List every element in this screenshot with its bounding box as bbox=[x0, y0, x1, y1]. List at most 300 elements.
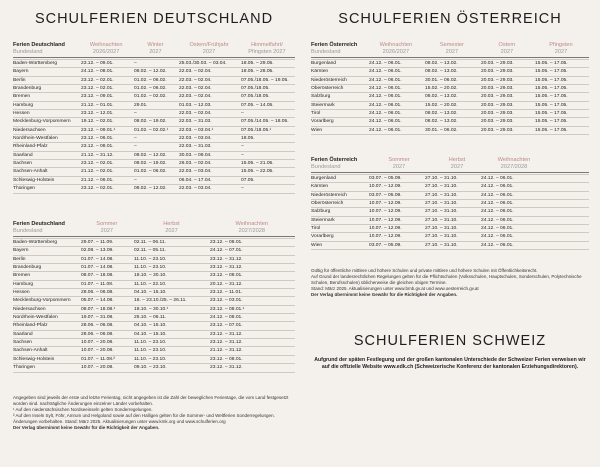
table-row bbox=[311, 216, 589, 224]
header-sub-label: 2027 bbox=[500, 48, 514, 55]
row-label: Niederösterreich bbox=[311, 77, 347, 83]
table-cell: 23.12. – 08.01. bbox=[210, 356, 243, 362]
row-label: Niedersachsen bbox=[13, 127, 46, 133]
de-t2-header-cell bbox=[210, 221, 295, 234]
header-sub-label: 2027 bbox=[450, 163, 464, 170]
note-line: Auf Grund der landesrechtlichen Regelungen gelten für die Pflichtschulen (Volksschulen, Hauptschulen, Sonderschulen, Polytechnische bbox=[311, 274, 582, 279]
table-cell: 15.05. – 17.05. bbox=[535, 69, 568, 75]
table-cell: 24.12. – 08.01. bbox=[81, 69, 114, 75]
table-cell: 04.10. – 15.10. bbox=[134, 290, 167, 296]
header-main-label: Herbst bbox=[163, 221, 180, 227]
row-label: Salzburg bbox=[311, 209, 331, 215]
table-cell: 07.05. – 14.05. bbox=[241, 102, 274, 108]
table-cell: 27.10. – 31.10. bbox=[425, 209, 458, 215]
table-row bbox=[13, 117, 295, 125]
table-cell: 24.12. – 06.01. bbox=[481, 192, 514, 198]
table-cell: – bbox=[134, 136, 137, 142]
table-row bbox=[311, 92, 589, 100]
table-cell: 15.05. – 17.05. bbox=[535, 111, 568, 117]
table-cell: 24.12. – 06.01. bbox=[481, 201, 514, 207]
table-cell: 27.10. – 31.10. bbox=[425, 226, 458, 232]
table-cell: – bbox=[134, 61, 137, 66]
row-label: Kärnten bbox=[311, 69, 329, 75]
table-cell: 01.07. – 14.08. bbox=[81, 256, 114, 262]
table-row bbox=[311, 191, 589, 199]
table-row bbox=[13, 126, 295, 134]
table-cell: 15.05. – 17.05. bbox=[535, 61, 568, 66]
header-main-label: Weihnachten bbox=[497, 157, 531, 163]
header-main-label: Ostern bbox=[498, 42, 516, 48]
table-cell: 10.07. – 12.09. bbox=[369, 217, 402, 223]
de-t2-header-cell bbox=[81, 221, 135, 234]
table-cell: 24.12. – 06.01. bbox=[369, 86, 402, 92]
row-label: Hamburg bbox=[13, 281, 34, 287]
note-line: worden sind. nachträgliche Änderungen einzelner Länder vorbehalten. bbox=[13, 401, 154, 406]
header-main-label: Weihnachten bbox=[89, 42, 123, 48]
table-cell: 08.02. – 19.02. bbox=[134, 161, 167, 167]
table-cell: 19.07. – 31.08. bbox=[81, 315, 114, 321]
table-cell: 20.03. – 29.03. bbox=[481, 86, 514, 92]
header-main-label: Semester bbox=[439, 42, 464, 48]
table-cell: 21.12. – 31.12. bbox=[210, 348, 243, 354]
row-label: Rheinland-Pfalz bbox=[13, 144, 48, 150]
table-cell: 03.07. – 05.09. bbox=[369, 192, 402, 198]
table-cell: 23.12. – 07.01. bbox=[210, 323, 243, 329]
table-row bbox=[13, 101, 295, 109]
table-row bbox=[311, 84, 589, 92]
table-cell: 22.03. – 03.04. bbox=[179, 169, 212, 175]
table-row bbox=[311, 117, 589, 125]
table-cell: 24.12. – 07.01. bbox=[210, 248, 243, 254]
table-cell: 15.05. – 17.05. bbox=[535, 77, 568, 83]
table-row bbox=[311, 101, 589, 109]
at-t1-body bbox=[311, 59, 589, 135]
table-row bbox=[13, 151, 295, 159]
table-cell: 24.12. – 08.01. bbox=[210, 315, 243, 321]
table-cell: – bbox=[134, 177, 137, 183]
table-cell: 23.12. – 08.01. bbox=[81, 144, 114, 150]
row-label: Steiermark bbox=[311, 217, 335, 223]
table-cell: 22.03. – 03.04. bbox=[179, 186, 212, 192]
germany-title: SCHULFERIEN DEUTSCHLAND bbox=[34, 11, 274, 27]
table-cell: 22.03. – 02.04. bbox=[179, 69, 212, 75]
table-cell: 24.12. – 06.01. bbox=[481, 209, 514, 215]
row-label: Brandenburg bbox=[13, 86, 42, 92]
header-sub-label: 2027 bbox=[202, 48, 216, 55]
austria-notes bbox=[311, 268, 589, 298]
header-sub-label: Bundesland bbox=[311, 48, 341, 55]
table-cell: 08.02. – 13.02. bbox=[425, 119, 458, 125]
table-row bbox=[13, 238, 295, 246]
table-row bbox=[13, 296, 295, 304]
row-label: Vorarlberg bbox=[311, 119, 334, 125]
table-cell: 29.01. bbox=[134, 102, 148, 108]
table-row bbox=[13, 330, 295, 338]
table-cell: 19.12. – 02.01. bbox=[81, 119, 114, 125]
table-row bbox=[13, 84, 295, 92]
table-cell: – bbox=[134, 144, 137, 150]
germany-table-2 bbox=[13, 221, 295, 373]
table-cell: 01.02. – 02.02. bbox=[134, 94, 167, 100]
table-cell: 15.02. – 20.02. bbox=[425, 86, 458, 92]
table-row bbox=[13, 246, 295, 254]
de-t1-header-cell bbox=[241, 42, 295, 55]
table-cell: 02.08. – 13.09. bbox=[81, 248, 114, 254]
row-label: Kärnten bbox=[311, 184, 329, 190]
table-cell: 23.12. – 08.01.¹ bbox=[210, 306, 245, 312]
row-label: Sachsen-Anhalt bbox=[13, 348, 48, 354]
table-cell: 15.05. – 22.05. bbox=[241, 169, 274, 175]
row-label: Schleswig-Holstein bbox=[13, 177, 55, 183]
header-main-label: Winter bbox=[147, 42, 164, 48]
table-cell: 25.03./30.03. – 03.04. bbox=[179, 61, 227, 66]
table-cell: 20.03. – 29.03. bbox=[481, 77, 514, 83]
table-row bbox=[311, 174, 589, 182]
table-cell: 22.03. – 03.04.¹ bbox=[179, 127, 214, 133]
table-row bbox=[13, 263, 295, 271]
header-sub-label: 2027/2028 bbox=[500, 163, 528, 170]
row-label: Saarland bbox=[13, 152, 33, 158]
header-main-label: Sommer bbox=[96, 221, 118, 227]
row-label: Burgenland bbox=[311, 61, 337, 66]
row-label: Bayern bbox=[13, 248, 29, 254]
table-cell: 01.07. – 14.08. bbox=[81, 265, 114, 271]
header-sub-label: 2027 bbox=[554, 48, 568, 55]
table-cell: 22.03. – 03.04. bbox=[179, 136, 212, 142]
table-cell: 27.10. – 31.10. bbox=[425, 201, 458, 207]
row-label: Berlin bbox=[13, 77, 26, 83]
at-t1-header-cell bbox=[481, 42, 535, 55]
row-label: Sachsen bbox=[13, 161, 33, 167]
table-cell: 01.02. – 06.02. bbox=[134, 86, 167, 92]
table-cell: 04.10. – 15.10. bbox=[134, 331, 167, 337]
row-label: Vorarlberg bbox=[311, 234, 334, 240]
table-cell: 07.05./18.05.¹ bbox=[241, 127, 272, 133]
table-cell: 20.03. – 29.03. bbox=[481, 127, 514, 133]
header-main-label: Weihnachten bbox=[235, 221, 268, 227]
note-line: Der Verlag übernimmt keine Gewähr für die Richtigkeit der Angaben. bbox=[311, 292, 458, 297]
switzerland-text-line-1: Aufgrund der späten Festlegung und der großen kantonalen Unterschiede der Schweizer Ferien verweisen wir bbox=[314, 357, 586, 363]
switzerland-title: SCHULFERIEN SCHWEIZ bbox=[353, 333, 547, 349]
header-sub-label: 2027 bbox=[445, 48, 459, 55]
table-row bbox=[13, 255, 295, 263]
row-label: Burgenland bbox=[311, 176, 337, 181]
table-cell: 20.12. – 31.12. bbox=[210, 281, 243, 287]
table-cell: 24.12. – 06.01. bbox=[481, 184, 514, 190]
table-cell: 03.07. – 05.09. bbox=[369, 242, 402, 248]
row-label: Baden-Württemberg bbox=[13, 240, 58, 245]
table-cell: 28.06. – 06.08. bbox=[81, 331, 114, 337]
at-t2-header-cell bbox=[371, 157, 429, 170]
table-cell: 24.12. – 06.01. bbox=[481, 234, 514, 240]
table-row bbox=[13, 288, 295, 296]
table-cell: 20.03. – 29.03. bbox=[481, 94, 514, 100]
row-label: Saarland bbox=[13, 331, 33, 337]
header-main-label: Ferien Österreich bbox=[311, 42, 358, 48]
table-cell: 24.12. – 06.01. bbox=[481, 176, 514, 181]
table-cell: 11.10. – 22.10. bbox=[134, 281, 167, 287]
header-sub-label: 2026/2027 bbox=[382, 48, 410, 55]
table-cell: 23.12. – 12.01. bbox=[81, 111, 114, 117]
germany-table-1 bbox=[13, 42, 295, 194]
table-cell: 15.05. – 17.05. bbox=[535, 94, 568, 100]
table-cell: 23.12. – 11.01. bbox=[210, 290, 243, 296]
table-cell: 11.10. – 23.10. bbox=[134, 256, 167, 262]
table-row bbox=[311, 207, 589, 215]
row-label: Baden-Württemberg bbox=[13, 61, 58, 66]
row-label: Tirol bbox=[311, 226, 321, 232]
table-cell: 23.12. – 02.01. bbox=[81, 186, 114, 192]
table-cell: 08.07. – 18.08.¹ bbox=[81, 306, 116, 312]
row-label: Bayern bbox=[13, 69, 29, 75]
de-t1-header-cell bbox=[81, 42, 134, 55]
table-cell: 08.02. – 13.02. bbox=[425, 69, 458, 75]
row-label: Oberösterreich bbox=[311, 86, 344, 92]
table-cell: 08.02. – 19.02. bbox=[134, 119, 167, 125]
table-row bbox=[13, 338, 295, 346]
table-row bbox=[13, 355, 295, 363]
table-cell: 18.05. – 29.05. bbox=[241, 61, 274, 66]
at-t2-body bbox=[311, 174, 589, 250]
table-row bbox=[13, 280, 295, 288]
table-cell: 01.07. – 11.08.² bbox=[81, 356, 115, 362]
row-label: Hessen bbox=[13, 290, 30, 296]
table-cell: 24.12. – 06.01. bbox=[481, 226, 514, 232]
header-main-label: Ferien Deutschland bbox=[13, 221, 65, 227]
table-cell: 01.02. – 06.02. bbox=[134, 77, 167, 83]
table-cell: 23.12. – 09.01.¹ bbox=[81, 127, 116, 133]
table-row bbox=[13, 76, 295, 84]
table-cell: 01.03. – 12.03. bbox=[179, 102, 212, 108]
at-t1-header-cell bbox=[311, 42, 369, 55]
row-label: Berlin bbox=[13, 256, 26, 262]
table-cell: 20.03. – 29.03. bbox=[481, 102, 514, 108]
table-cell: 23.12. – 31.12. bbox=[210, 265, 243, 271]
table-cell: 23.12. – 31.12. bbox=[210, 340, 243, 346]
row-label: Thüringen bbox=[13, 365, 36, 371]
table-cell: 27.10. – 31.10. bbox=[425, 176, 458, 181]
de-t2-header-cell bbox=[135, 221, 211, 234]
row-label: Wien bbox=[311, 127, 323, 133]
table-cell: 15.05. – 17.05. bbox=[535, 102, 568, 108]
table-cell: 21.12. – 31.12. bbox=[81, 152, 114, 158]
table-cell: 30.01. – 06.02. bbox=[425, 77, 458, 83]
de-t1-header-cell bbox=[179, 42, 241, 55]
table-cell: 02.11. – 06.11. bbox=[134, 240, 166, 245]
table-row bbox=[13, 363, 295, 372]
table-cell: 01.02. – 06.02. bbox=[134, 169, 167, 175]
table-cell: 22.03. – 02.04. bbox=[179, 111, 212, 117]
table-cell: 09.10. – 23.10. bbox=[134, 365, 167, 371]
de-t1-header bbox=[13, 42, 295, 58]
de-t2-header bbox=[13, 221, 295, 237]
table-cell: 21.12. – 01.01. bbox=[81, 102, 114, 108]
note-line: ¹ Auf den niedersächsischen Nordseeinseln gelten Sonderregelungen. bbox=[13, 407, 153, 412]
table-cell: 22.03. – 02.04. bbox=[179, 94, 212, 100]
table-cell: 07.05./18.05. bbox=[241, 94, 270, 100]
row-label: Mecklenburg-Vorpommern bbox=[13, 298, 71, 304]
table-cell: 10.07. – 20.08. bbox=[81, 348, 114, 354]
table-cell: 27.10. – 31.10. bbox=[425, 184, 458, 190]
table-cell: 24.12. – 06.01. bbox=[369, 61, 402, 66]
table-cell: 23.12. – 02.01. bbox=[81, 77, 114, 83]
table-cell: 20.03. – 29.03. bbox=[481, 69, 514, 75]
table-cell: 15.05. – 17.05. bbox=[535, 119, 568, 125]
table-cell: 11.10. – 23.10. bbox=[134, 265, 167, 271]
header-sub-label: 2026/2027 bbox=[92, 48, 120, 55]
header-sub-label: 2027 bbox=[149, 48, 162, 55]
header-sub-label: 2027 bbox=[100, 227, 114, 234]
note-line: Gültig für öffentliche mittlere und höhere Schulen und private mittlere und höhere Schulen mit Öffentlichkeitsrecht. bbox=[311, 268, 538, 273]
table-row bbox=[13, 134, 295, 142]
de-t1-body bbox=[13, 59, 295, 194]
table-cell: 08.02. – 12.02. bbox=[134, 69, 167, 75]
table-cell: 10.07. – 12.09. bbox=[369, 209, 402, 215]
table-row bbox=[311, 241, 589, 250]
table-cell: 11.10. – 23.10. bbox=[134, 348, 167, 354]
table-cell: 23.12. – 02.01. bbox=[81, 161, 114, 167]
at-t1-header-cell bbox=[369, 42, 425, 55]
table-cell: 23.12. – 31.12. bbox=[210, 331, 243, 337]
switzerland-text bbox=[311, 357, 589, 371]
header-main-label: Herbst bbox=[448, 157, 466, 163]
note-line: Der Verlag übernimmt keine Gewähr für die Richtigkeit der Angaben. bbox=[13, 425, 160, 430]
table-cell: 10.07. – 12.09. bbox=[369, 234, 402, 240]
table-cell: 01.02. – 02.02.¹ bbox=[134, 127, 169, 133]
table-cell: 28.06. – 06.08. bbox=[81, 323, 114, 329]
austria-table-2 bbox=[311, 157, 589, 250]
row-label: Nordrhein-Westfalen bbox=[13, 136, 58, 142]
table-cell: 08.02. – 12.02. bbox=[134, 186, 167, 192]
row-label: Thüringen bbox=[13, 186, 36, 192]
table-row bbox=[13, 159, 295, 167]
table-cell: 29.07. – 11.09. bbox=[81, 240, 114, 245]
table-cell: – bbox=[241, 111, 244, 117]
table-cell: 30.03. – 09.04. bbox=[179, 152, 212, 158]
table-cell: 23.12. – 03.01. bbox=[210, 298, 243, 304]
note-line: ² Auf den Inseln Sylt, Föhr, Amrum und Helgoland sowie auf den Halligen gelten für die Sommer- und Weltferien Sonderregelungen. bbox=[13, 413, 275, 418]
table-cell: 23.12. – 09.01. bbox=[81, 94, 114, 100]
row-label: Bremen bbox=[13, 273, 31, 279]
row-label: Rheinland-Pfalz bbox=[13, 323, 48, 329]
table-cell: 06.04. – 17.04. bbox=[179, 177, 212, 183]
note-line: Angegeben sind jeweils der erste und letzte Ferientag, nicht angegeben ist die Zahl der beweglichen Ferientage, die vom Land festgesetzt bbox=[13, 395, 289, 400]
row-label: Wien bbox=[311, 242, 323, 248]
row-label: Mecklenburg-Vorpommern bbox=[13, 119, 71, 125]
table-cell: 23.12. – 08.01. bbox=[210, 240, 243, 245]
table-cell: 23.12. – 31.12. bbox=[210, 256, 243, 262]
table-row bbox=[311, 109, 589, 117]
table-cell: 10.07. – 12.09. bbox=[369, 184, 402, 190]
table-cell: 08.02. – 13.02. bbox=[425, 61, 458, 66]
table-cell: 20.03. – 29.03. bbox=[481, 119, 514, 125]
header-sub-label: Bundesland bbox=[13, 227, 43, 234]
row-label: Brandenburg bbox=[13, 265, 42, 271]
table-row bbox=[311, 224, 589, 232]
table-cell: 23.12. – 31.12. bbox=[210, 365, 243, 371]
at-t2-header-cell bbox=[311, 157, 371, 170]
header-main-label: Ferien Österreich bbox=[311, 157, 358, 163]
note-line: Stand: März 2025. Aktualisierungen unter www.bmb.gv.at und www.oesterreich.gv.at bbox=[311, 286, 479, 291]
note-line: Änderungen vorbehalten. Stand: März 2025. Aktualisierungen unter www.kmk.org und www.schulferien.org bbox=[13, 419, 226, 424]
table-row bbox=[311, 232, 589, 240]
table-cell: 23.12. – 09.01. bbox=[81, 61, 114, 66]
table-cell: – bbox=[241, 144, 244, 150]
table-cell: 08.07. – 18.08. bbox=[81, 273, 114, 279]
de-t1-header-cell bbox=[13, 42, 81, 55]
table-cell: 10.07. – 12.09. bbox=[369, 226, 402, 232]
table-cell: 24.12. – 06.01. bbox=[481, 242, 514, 248]
table-cell: 11.10. – 23.10. bbox=[134, 356, 167, 362]
row-label: Niedersachsen bbox=[13, 306, 46, 312]
at-t2-header-cell bbox=[487, 157, 543, 170]
table-cell: 18.10. – 30.10. bbox=[134, 273, 167, 279]
header-sub-label: 2027 bbox=[392, 163, 406, 170]
table-cell: 23.12. – 02.01. bbox=[81, 86, 114, 92]
table-row bbox=[13, 321, 295, 329]
table-cell: 07.05./18.05. bbox=[241, 86, 270, 92]
table-cell: 30.01. – 06.02. bbox=[425, 127, 458, 133]
table-cell: 23.12. – 08.01. bbox=[210, 273, 243, 279]
table-cell: 08.02. – 13.02. bbox=[425, 111, 458, 117]
table-cell: 21.12. – 06.01. bbox=[81, 177, 114, 183]
table-cell: 16. – 23.10./25. – 26.11. bbox=[134, 298, 187, 304]
table-row bbox=[311, 76, 589, 84]
table-cell: 10.07. – 20.08. bbox=[81, 340, 114, 346]
table-cell: 21.12. – 02.01. bbox=[81, 169, 114, 175]
table-row bbox=[13, 176, 295, 184]
header-main-label: Weihnachten bbox=[379, 42, 413, 48]
row-label: Tirol bbox=[311, 111, 321, 117]
row-label: Sachsen bbox=[13, 340, 33, 346]
table-row bbox=[13, 271, 295, 279]
table-row bbox=[13, 67, 295, 75]
table-cell: 04.10. – 15.10. bbox=[134, 323, 167, 329]
row-label: Schleswig-Holstein bbox=[13, 356, 55, 362]
table-row bbox=[311, 199, 589, 207]
de-t1-header-cell bbox=[134, 42, 179, 55]
table-cell: 26.03. – 02.04. bbox=[179, 161, 212, 167]
table-cell: 27.10. – 31.10. bbox=[425, 192, 458, 198]
table-cell: – bbox=[241, 152, 244, 158]
table-cell: 24.12. – 06.01. bbox=[369, 119, 402, 125]
table-row bbox=[13, 305, 295, 313]
row-label: Sachsen-Anhalt bbox=[13, 169, 48, 175]
header-sub-label: Bundesland bbox=[13, 48, 43, 55]
switzerland-text-line-2: auf die offizielle Website www.edk.ch (Schweizerische Konferenz der kantonalen Erziehungsdirektoren). bbox=[321, 364, 579, 371]
table-cell: 27.10. – 31.10. bbox=[425, 234, 458, 240]
table-row bbox=[13, 167, 295, 175]
header-main-label: Pfingsten bbox=[549, 42, 573, 48]
table-cell: – bbox=[241, 186, 244, 192]
table-cell: 18.05. – 28.05. bbox=[241, 69, 274, 75]
table-cell: 22.03. – 31.03. bbox=[179, 144, 212, 150]
table-cell: 10.07. – 12.09. bbox=[369, 201, 402, 207]
table-cell: 18.10. – 30.10.¹ bbox=[134, 306, 169, 312]
at-t1-header bbox=[311, 42, 589, 58]
table-row bbox=[13, 313, 295, 321]
row-label: Steiermark bbox=[311, 102, 335, 108]
table-row bbox=[13, 346, 295, 354]
row-label: Bremen bbox=[13, 94, 31, 100]
header-main-label: Sommer bbox=[388, 157, 410, 163]
header-sub-label: 2027/2028 bbox=[238, 227, 265, 234]
table-cell: 07.05. bbox=[241, 177, 255, 183]
at-t1-header-cell bbox=[535, 42, 589, 55]
header-sub-label: Pfingsten 2027 bbox=[248, 48, 286, 55]
table-cell: 24.12. – 06.01. bbox=[481, 217, 514, 223]
table-cell: 27.10. – 31.10. bbox=[425, 217, 458, 223]
